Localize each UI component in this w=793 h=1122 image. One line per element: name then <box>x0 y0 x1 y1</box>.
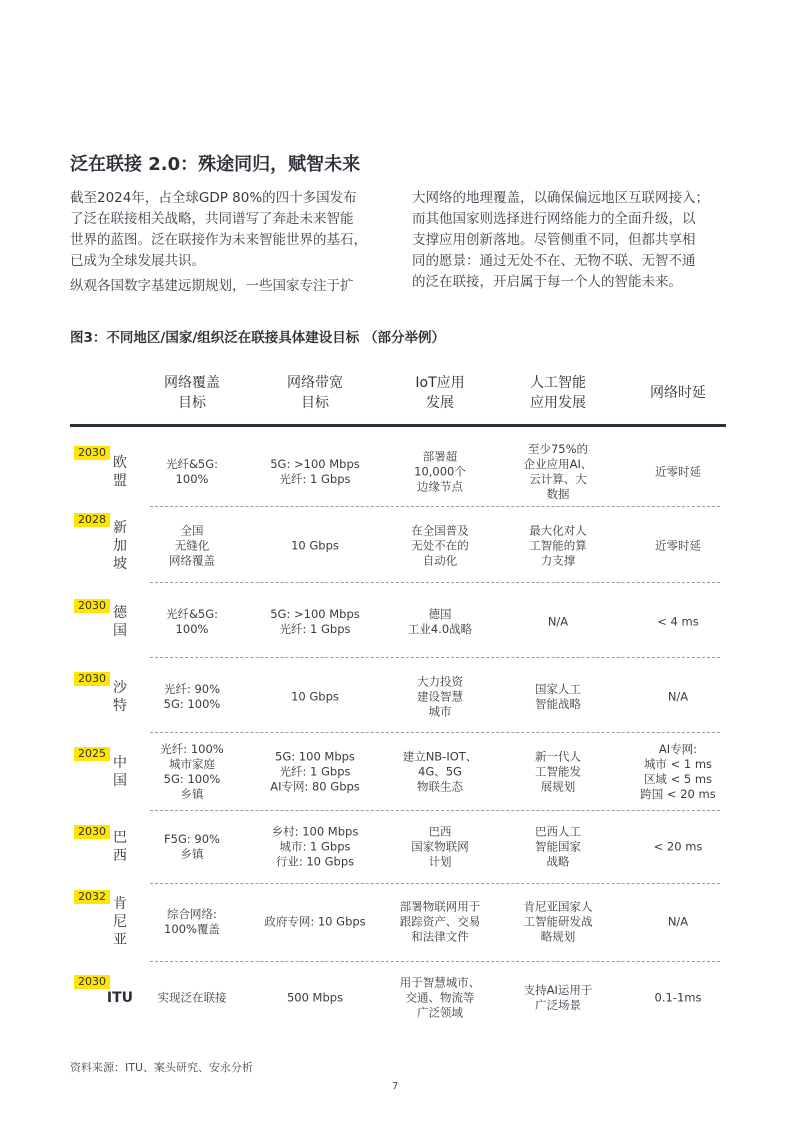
row-divider <box>150 657 720 658</box>
country-label: 新 加 坡 <box>113 520 127 572</box>
cell-iot: 大力投资 建设智慧 城市 <box>417 674 463 719</box>
cell-ai: 至少75%的 企业应用AI、 云计算、大 数据 <box>523 442 593 501</box>
header-ai: 人工智能 应用发展 <box>530 375 586 411</box>
cell-iot: 建立NB-IOT、 4G、5G 物联生态 <box>402 749 478 794</box>
cell-latency: 近零时延 <box>655 538 701 553</box>
cell-iot: 部署超 10,000个 边缘节点 <box>414 449 466 494</box>
cell-latency: 0.1-1ms <box>654 990 702 1005</box>
cell-coverage: 光纤&5G: 100% <box>165 607 219 636</box>
year-badge: 2032 <box>74 890 110 904</box>
cell-coverage: F5G: 90% 乡镇 <box>164 832 220 861</box>
country-label: ITU <box>106 990 134 1006</box>
cell-coverage: 实现泛在联接 <box>157 990 227 1005</box>
year-badge: 2030 <box>74 825 110 839</box>
source-note: 资料来源：ITU、案头研究、安永分析 <box>70 1061 254 1074</box>
header-coverage: 网络覆盖 目标 <box>164 375 220 411</box>
cell-ai: 最大化对人 工智能的算 力支撑 <box>529 523 587 568</box>
cell-ai: 肯尼亚国家人 工智能研发战 略规划 <box>523 899 593 944</box>
cell-coverage: 光纤&5G: 100% <box>165 457 219 486</box>
cell-coverage: 全国 无缝化 网络覆盖 <box>169 523 215 568</box>
country-label: 中 国 <box>113 755 127 789</box>
cell-latency: AI专网: 城市 < 1 ms 区域 < 5 ms 跨国 < 20 ms <box>640 742 716 801</box>
cell-ai: 国家人工 智能战略 <box>535 682 581 711</box>
page-number: 7 <box>392 1081 399 1092</box>
intro-paragraph-left-continued: 纵观各国数字基建远期规划，一些国家专注于扩 <box>70 278 354 294</box>
cell-bandwidth: 乡村: 100 Mbps 城市: 1 Gbps 行业: 10 Gbps <box>271 824 359 869</box>
header-bandwidth: 网络带宽 目标 <box>287 375 343 411</box>
cell-iot: 巴西 国家物联网 计划 <box>411 824 469 869</box>
figure-caption: 图3：不同地区/国家/组织泛在联接具体建设目标 （部分举例） <box>70 330 445 346</box>
section-title: 泛在联接 2.0：殊途同归，赋智未来 <box>70 154 361 175</box>
cell-bandwidth: 10 Gbps <box>291 689 339 704</box>
cell-iot: 德国 工业4.0战略 <box>407 607 473 636</box>
cell-bandwidth: 10 Gbps <box>291 538 339 553</box>
cell-bandwidth: 政府专网: 10 Gbps <box>264 914 366 929</box>
cell-iot: 在全国普及 无处不在的 自动化 <box>411 523 469 568</box>
header-latency: 网络时延 <box>650 385 706 401</box>
cell-bandwidth: 5G: >100 Mbps 光纤: 1 Gbps <box>270 607 360 636</box>
row-divider <box>150 810 720 811</box>
cell-ai: 巴西人工 智能国家 战略 <box>535 824 581 869</box>
year-badge: 2030 <box>74 672 110 686</box>
row-divider <box>150 732 720 733</box>
cell-bandwidth: 5G: 100 Mbps 光纤: 1 Gbps AI专网: 80 Gbps <box>270 749 360 794</box>
cell-iot: 用于智慧城市、 交通、物流等 广泛领域 <box>399 975 481 1020</box>
cell-coverage: 光纤: 90% 5G: 100% <box>163 682 221 711</box>
country-label: 欧 盟 <box>113 455 127 489</box>
header-iot: IoT应用 发展 <box>415 375 465 411</box>
cell-ai: N/A <box>547 614 569 629</box>
row-divider <box>150 883 720 884</box>
country-label: 巴 西 <box>113 830 127 864</box>
cell-ai: 新一代人 工智能发 展规划 <box>535 749 581 794</box>
header-rule <box>70 424 726 427</box>
intro-paragraph-left: 截至2024年，占全球GDP 80%的四十多国发布 了泛在联接相关战略，共同谱写了奔赴未来智能 世界的蓝图。泛在联接作为未来智能世界的基石， 已成为全球发展共识。 <box>70 190 367 269</box>
country-label: 德 国 <box>113 605 127 639</box>
row-divider <box>150 582 720 583</box>
cell-ai: 支持AI运用于 广泛场景 <box>523 983 593 1012</box>
cell-coverage: 综合网络: 100%覆盖 <box>164 907 220 936</box>
year-badge: 2025 <box>74 747 110 761</box>
country-label: 沙 特 <box>113 680 127 714</box>
cell-bandwidth: 500 Mbps <box>286 990 344 1005</box>
year-badge: 2030 <box>74 975 110 989</box>
cell-coverage: 光纤: 100% 城市家庭 5G: 100% 乡镇 <box>160 742 224 801</box>
year-badge: 2028 <box>74 513 110 527</box>
cell-latency: N/A <box>667 689 689 704</box>
year-badge: 2030 <box>74 599 110 613</box>
row-divider <box>150 961 720 962</box>
year-badge: 2030 <box>74 446 110 460</box>
cell-latency: < 20 ms <box>653 839 703 854</box>
row-divider <box>150 506 720 507</box>
cell-iot: 部署物联网用于 跟踪资产、交易 和法律文件 <box>399 899 481 944</box>
intro-paragraph-right: 大网络的地理覆盖，以确保偏远地区互联网接入； 而其他国家则选择进行网络能力的全面升级，以 支撑应用创新落地。尽管侧重不同，但都共享相 同的愿景：通过无处不在、无物不联、无智不通 的泛在联接，开启属于每一个人的智能未来。 <box>412 190 709 290</box>
cell-latency: N/A <box>667 914 689 929</box>
cell-bandwidth: 5G: >100 Mbps 光纤: 1 Gbps <box>270 457 360 486</box>
cell-latency: 近零时延 <box>655 464 701 479</box>
country-label: 肯 尼 亚 <box>113 896 127 948</box>
cell-latency: < 4 ms <box>657 614 699 629</box>
